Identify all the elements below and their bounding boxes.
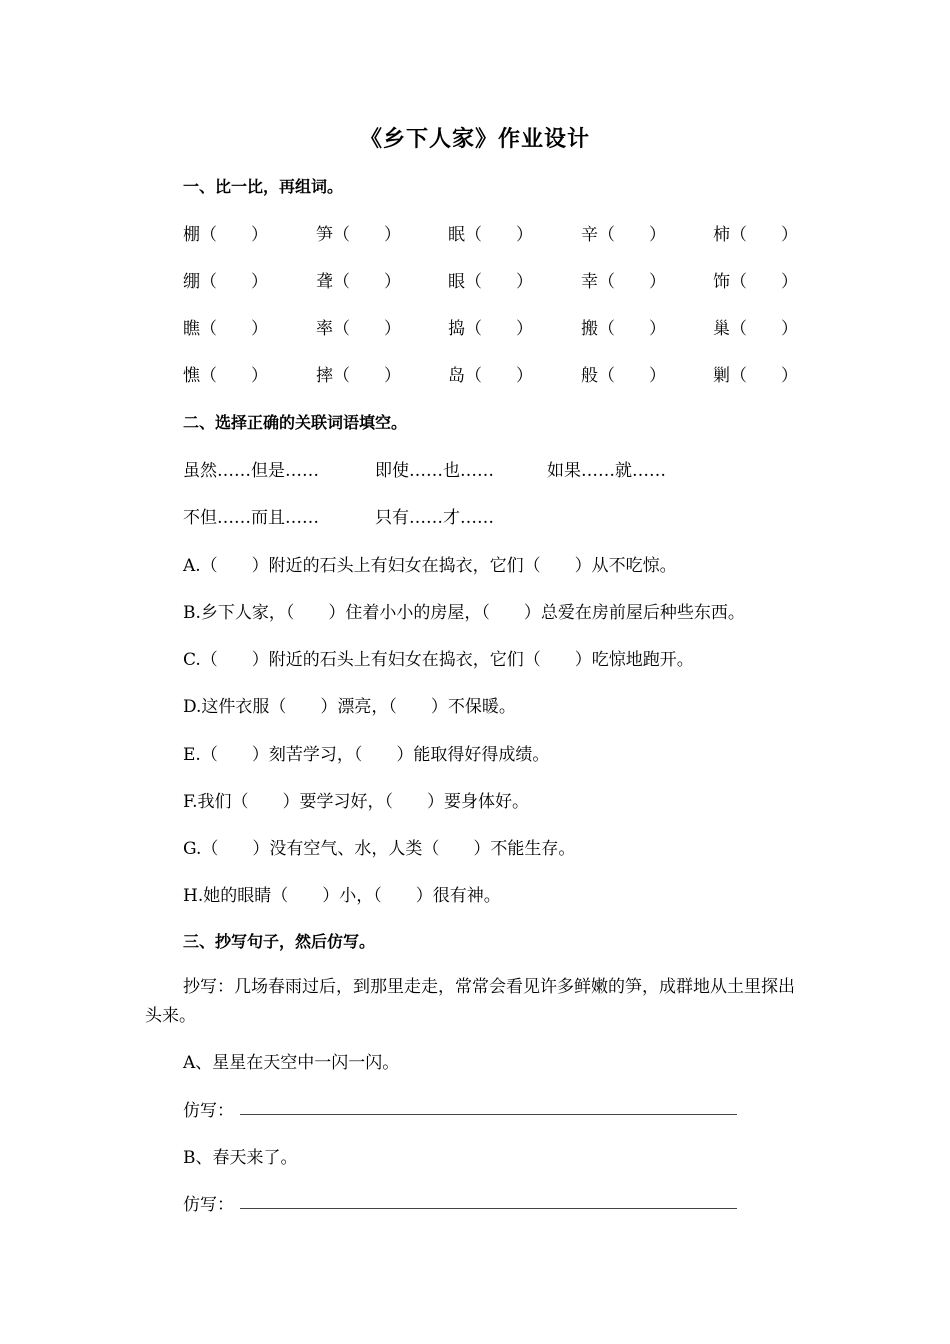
imitation-item-b: B、春天来了。 (183, 1148, 298, 1168)
word-cell: 率（ ） (316, 319, 401, 339)
answer-line-a[interactable] (240, 1114, 737, 1115)
word-cell: 眼（ ） (448, 272, 533, 292)
word-cell: 瞧（ ） (183, 319, 268, 339)
word-cell: 柿（ ） (713, 225, 798, 245)
fill-blank-item-c: C.（ ）附近的石头上有妇女在捣衣，它们（ ）吃惊地跑开。 (183, 650, 694, 670)
imitate-label-a: 仿写： (183, 1101, 234, 1121)
word-cell: 岛（ ） (448, 366, 533, 386)
imitation-item-a: A、星星在天空中一闪一闪。 (183, 1053, 400, 1073)
conjunction-option: 不但……而且…… (183, 508, 319, 528)
word-cell: 幸（ ） (581, 272, 666, 292)
word-cell: 憔（ ） (183, 366, 268, 386)
answer-line-b[interactable] (240, 1208, 737, 1209)
fill-blank-item-e: E.（ ）刻苦学习，（ ）能取得好得成绩。 (183, 745, 550, 765)
word-cell: 巢（ ） (713, 319, 798, 339)
word-cell: 眠（ ） (448, 225, 533, 245)
fill-blank-item-h: H.她的眼睛（ ）小，（ ）很有神。 (183, 886, 501, 906)
section-1-heading: 一、比一比，再组词。 (183, 177, 344, 196)
word-cell: 摔（ ） (316, 366, 401, 386)
conjunction-option: 如果……就…… (547, 461, 666, 481)
word-cell: 辛（ ） (581, 225, 666, 245)
fill-blank-item-d: D.这件衣服（ ）漂亮，（ ）不保暖。 (183, 697, 516, 717)
word-cell: 棚（ ） (183, 225, 268, 245)
section-3-heading: 三、抄写句子，然后仿写。 (183, 932, 376, 951)
copy-sentence: 抄写：几场春雨过后，到那里走走，常常会看见许多鲜嫩的笋，成群地从土里探出头来。 (145, 977, 795, 1026)
word-cell: 捣（ ） (448, 319, 533, 339)
imitate-label-b: 仿写： (183, 1195, 234, 1215)
conjunction-option: 即使……也…… (375, 461, 494, 481)
word-cell: 搬（ ） (581, 319, 666, 339)
fill-blank-item-f: F.我们（ ）要学习好，（ ）要身体好。 (183, 792, 530, 812)
conjunction-option: 虽然……但是…… (183, 461, 319, 481)
fill-blank-item-b: B.乡下人家，（ ）住着小小的房屋，（ ）总爱在房前屋后种些东西。 (183, 603, 745, 623)
word-cell: 饰（ ） (713, 272, 798, 292)
word-cell: 笋（ ） (316, 225, 401, 245)
word-cell: 剿（ ） (713, 366, 798, 386)
word-cell: 聋（ ） (316, 272, 401, 292)
section-2-heading: 二、选择正确的关联词语填空。 (183, 413, 408, 432)
word-cell: 绷（ ） (183, 272, 268, 292)
word-cell: 般（ ） (581, 366, 666, 386)
page-title: 《乡下人家》作业设计 (359, 127, 590, 152)
fill-blank-item-g: G.（ ）没有空气、水，人类（ ）不能生存。 (183, 839, 576, 859)
conjunction-option: 只有……才…… (375, 508, 494, 528)
fill-blank-item-a: A.（ ）附近的石头上有妇女在捣衣，它们（ ）从不吃惊。 (183, 556, 677, 576)
